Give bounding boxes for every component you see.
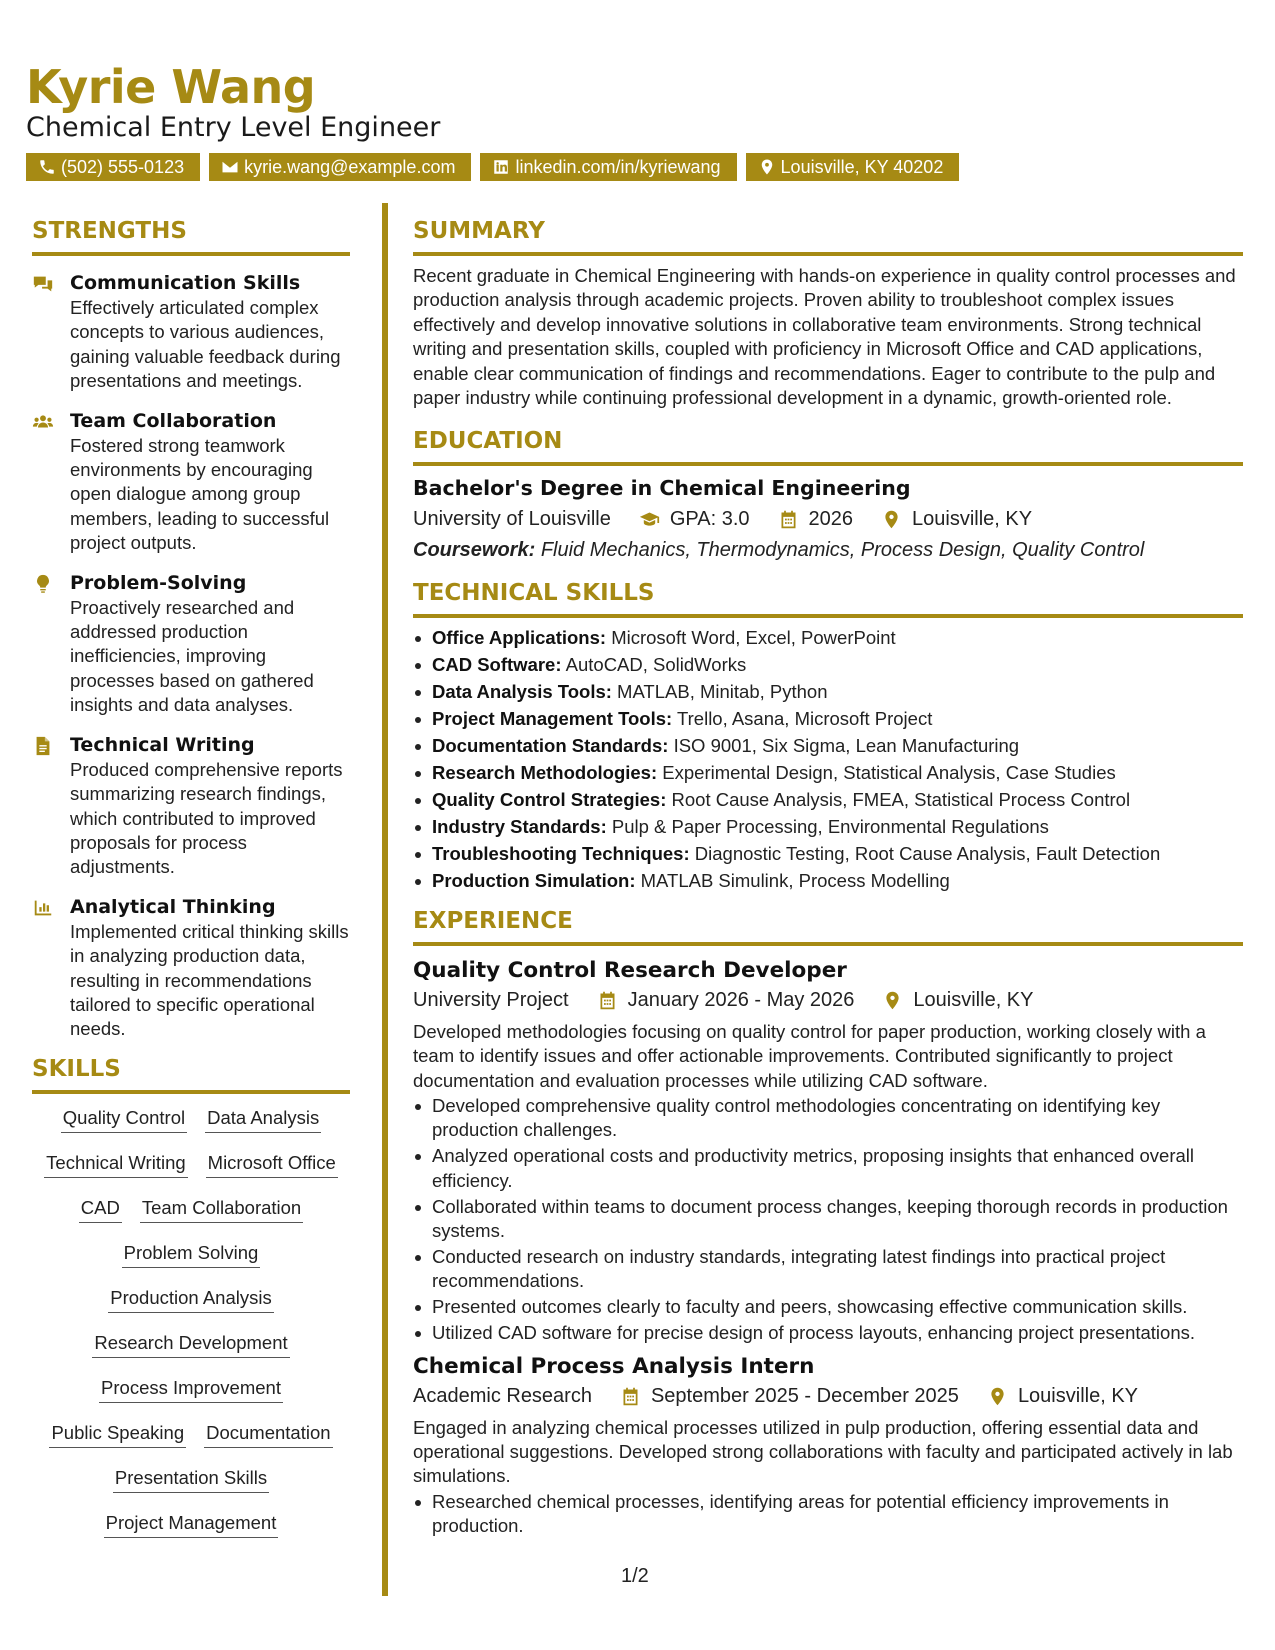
skill-tag: CAD bbox=[79, 1198, 122, 1223]
skill-label: Production Simulation: bbox=[432, 870, 636, 892]
contact-bar bbox=[26, 153, 959, 181]
list-item: Analyzed operational costs and productivity metrics, proposing insights that enhanced overall efficiency. bbox=[413, 1144, 1243, 1193]
strength-item bbox=[32, 271, 350, 394]
skill-value: Trello, Asana, Microsoft Project bbox=[677, 708, 933, 730]
contact-email[interactable] bbox=[209, 153, 471, 181]
map-pin-icon bbox=[758, 158, 776, 176]
calendar-icon bbox=[597, 990, 618, 1011]
map-pin-icon bbox=[881, 509, 902, 530]
skill-tag: Quality Control bbox=[61, 1108, 187, 1133]
list-item bbox=[413, 653, 1243, 677]
contact-linkedin-text: linkedin.com/in/kyriewang bbox=[515, 156, 721, 177]
strengths-rule bbox=[32, 252, 350, 256]
skill-label: Office Applications: bbox=[432, 627, 607, 649]
list-item: Collaborated within teams to document process changes, keeping thorough records in production systems. bbox=[413, 1195, 1243, 1244]
strength-title: Technical Writing bbox=[70, 733, 255, 756]
education-meta bbox=[413, 508, 1243, 531]
calendar-icon bbox=[620, 1386, 641, 1407]
experience-rule bbox=[413, 942, 1243, 946]
list-item: Conducted research on industry standards, integrating latest findings into practical project recommendations. bbox=[413, 1245, 1243, 1294]
list-item: Presented outcomes clearly to faculty and peers, showcasing effective communication skills. bbox=[413, 1295, 1243, 1319]
job-dates: January 2026 - May 2026 bbox=[627, 988, 855, 1011]
page-number: 1/2 bbox=[621, 1565, 649, 1587]
technical-skills-rule bbox=[413, 614, 1243, 618]
skill-value: Experimental Design, Statistical Analysis, Case Studies bbox=[662, 762, 1116, 784]
job-location: Louisville, KY bbox=[913, 988, 1034, 1011]
technical-skills-list bbox=[413, 626, 1243, 893]
chat-bubbles-icon bbox=[32, 273, 54, 295]
strength-item bbox=[32, 571, 350, 718]
map-pin-icon bbox=[882, 990, 903, 1011]
skill-label: Industry Standards: bbox=[432, 816, 607, 838]
coursework bbox=[413, 539, 1243, 562]
list-item: Developed comprehensive quality control methodologies concentrating on identifying key production challenges. bbox=[413, 1094, 1243, 1143]
list-item bbox=[413, 761, 1243, 785]
strength-desc: Produced comprehensive reports summarizing research findings, which contributed to improved proposals for process adjustments. bbox=[70, 758, 343, 878]
skill-tag: Project Management bbox=[104, 1513, 279, 1538]
school-location: Louisville, KY bbox=[912, 508, 1033, 531]
skill-value: ISO 9001, Six Sigma, Lean Manufacturing bbox=[673, 735, 1020, 757]
skill-tag: Microsoft Office bbox=[206, 1153, 338, 1178]
skills-tags bbox=[32, 1108, 350, 1538]
skill-value: MATLAB Simulink, Process Modelling bbox=[640, 870, 950, 892]
document-icon bbox=[32, 735, 54, 757]
contact-linkedin[interactable] bbox=[480, 153, 736, 181]
list-item bbox=[413, 842, 1243, 866]
column-divider bbox=[382, 203, 388, 1596]
job-org: Academic Research bbox=[413, 1384, 592, 1407]
job-title-header: Chemical Entry Level Engineer bbox=[26, 112, 441, 143]
skill-label: Quality Control Strategies: bbox=[432, 789, 667, 811]
technical-skills-heading: TECHNICAL SKILLS bbox=[413, 580, 655, 607]
list-item: Utilized CAD software for precise design of process layouts, enhancing project presentations. bbox=[413, 1321, 1243, 1345]
list-item bbox=[413, 680, 1243, 704]
skill-tag: Problem Solving bbox=[122, 1243, 261, 1268]
skill-value: Diagnostic Testing, Root Cause Analysis, Fault Detection bbox=[694, 843, 1161, 865]
experience-heading: EXPERIENCE bbox=[413, 907, 573, 934]
job-title: Quality Control Research Developer bbox=[413, 957, 847, 983]
skill-value: MATLAB, Minitab, Python bbox=[617, 681, 828, 703]
strength-desc: Implemented critical thinking skills in analyzing production data, resulting in recommendations tailored to specific operational needs. bbox=[70, 920, 349, 1040]
summary-text: Recent graduate in Chemical Engineering with hands-on experience in quality control processes and production analysis through academic projects. Proven ability to troubleshoot complex issues effectively and develop innovative solutions in collaborative team environments. Strong technical writing and presentation skills, coupled with proficiency in Microsoft Office and CAD applications, enable clear communication of findings and recommendations. Eager to contribute to the pulp and paper industry while continuing professional development in a dynamic, growth-oriented role. bbox=[413, 265, 1236, 409]
skills-section bbox=[32, 1056, 350, 1538]
candidate-name: Kyrie Wang bbox=[26, 60, 316, 114]
strength-desc: Effectively articulated complex concepts to various audiences, gaining valuable feedback during presentations and meetings. bbox=[70, 297, 341, 392]
job-entry bbox=[413, 1354, 1243, 1539]
skill-value: Root Cause Analysis, FMEA, Statistical Process Control bbox=[671, 789, 1131, 811]
skill-label: Troubleshooting Techniques: bbox=[432, 843, 690, 865]
coursework-label: Coursework: bbox=[413, 539, 536, 562]
summary-heading: SUMMARY bbox=[413, 218, 545, 244]
skill-label: Data Analysis Tools: bbox=[432, 681, 612, 703]
list-item bbox=[413, 815, 1243, 839]
map-pin-icon bbox=[987, 1386, 1008, 1407]
skill-tag: Process Improvement bbox=[99, 1378, 283, 1403]
skill-value: AutoCAD, SolidWorks bbox=[565, 654, 747, 676]
list-item bbox=[413, 707, 1243, 731]
contact-location-text: Louisville, KY 40202 bbox=[780, 156, 944, 177]
education-heading: EDUCATION bbox=[413, 428, 563, 455]
coursework-list: Fluid Mechanics, Thermodynamics, Process Design, Quality Control bbox=[540, 539, 1145, 562]
linkedin-icon bbox=[492, 158, 510, 176]
calendar-icon bbox=[778, 509, 799, 530]
skill-label: Project Management Tools: bbox=[432, 708, 673, 730]
contact-location bbox=[746, 153, 960, 181]
skill-label: Research Methodologies: bbox=[432, 762, 658, 784]
job-bullets bbox=[413, 1094, 1243, 1346]
job-meta bbox=[413, 1385, 1243, 1408]
graduation-year: 2026 bbox=[808, 508, 854, 531]
job-title: Chemical Process Analysis Intern bbox=[413, 1353, 815, 1379]
strength-title: Team Collaboration bbox=[70, 409, 277, 432]
strength-title: Analytical Thinking bbox=[70, 895, 276, 918]
contact-email-text: kyrie.wang@example.com bbox=[244, 156, 456, 177]
skill-value: Microsoft Word, Excel, PowerPoint bbox=[611, 627, 896, 649]
skill-tag: Presentation Skills bbox=[113, 1468, 269, 1493]
lightbulb-icon bbox=[32, 573, 54, 595]
graduation-cap-icon bbox=[639, 509, 660, 530]
job-dates: September 2025 - December 2025 bbox=[650, 1384, 959, 1407]
contact-phone[interactable] bbox=[26, 153, 200, 181]
strength-title: Problem-Solving bbox=[70, 571, 247, 594]
list-item bbox=[413, 626, 1243, 650]
strength-item bbox=[32, 409, 350, 556]
job-description: Engaged in analyzing chemical processes utilized in pulp production, offering essential data and operational suggestions. Developed strong collaborations with faculty and participated actively in lab simulations. bbox=[413, 1416, 1233, 1487]
gpa: GPA: 3.0 bbox=[669, 508, 750, 531]
left-column bbox=[32, 218, 350, 1538]
strength-item bbox=[32, 895, 350, 1042]
skill-tag: Public Speaking bbox=[49, 1423, 186, 1448]
list-item bbox=[413, 788, 1243, 812]
phone-icon bbox=[38, 158, 56, 176]
job-org: University Project bbox=[413, 988, 569, 1011]
skill-tag: Technical Writing bbox=[44, 1153, 188, 1178]
skills-heading: SKILLS bbox=[32, 1055, 121, 1082]
job-bullets bbox=[413, 1490, 1243, 1539]
school-name: University of Louisville bbox=[413, 508, 611, 531]
list-item bbox=[413, 869, 1243, 893]
envelope-icon bbox=[221, 158, 239, 176]
summary-rule bbox=[413, 252, 1243, 256]
strength-desc: Fostered strong teamwork environments by encouraging open dialogue among group members, leading to successful project outputs. bbox=[70, 434, 330, 554]
skill-tag: Research Development bbox=[92, 1333, 289, 1358]
skill-tag: Team Collaboration bbox=[140, 1198, 303, 1223]
education-rule bbox=[413, 462, 1243, 466]
strength-desc: Proactively researched and addressed production inefficiencies, improving processes based on gathered insights and data analyses. bbox=[70, 596, 314, 716]
skill-label: Documentation Standards: bbox=[432, 735, 669, 757]
right-column bbox=[413, 218, 1243, 1540]
list-item: Researched chemical processes, identifying areas for potential efficiency improvements in production. bbox=[413, 1490, 1243, 1539]
skill-label: CAD Software: bbox=[432, 654, 562, 676]
job-location: Louisville, KY bbox=[1017, 1384, 1138, 1407]
strengths-heading: STRENGTHS bbox=[32, 218, 187, 244]
skill-tag: Documentation bbox=[204, 1423, 332, 1448]
job-entry bbox=[413, 958, 1243, 1346]
job-description: Developed methodologies focusing on quality control for paper production, working closely with a team to identify issues and offer actionable improvements. Contributed significantly to project documentation and evaluation processes while utilizing CAD software. bbox=[413, 1020, 1206, 1091]
contact-phone-text: (502) 555-0123 bbox=[61, 156, 185, 177]
skill-tag: Data Analysis bbox=[205, 1108, 321, 1133]
skill-value: Pulp & Paper Processing, Environmental Regulations bbox=[611, 816, 1049, 838]
users-icon bbox=[32, 411, 54, 433]
strength-title: Communication Skills bbox=[70, 272, 301, 294]
list-item bbox=[413, 734, 1243, 758]
skills-rule bbox=[32, 1090, 350, 1094]
degree-title: Bachelor's Degree in Chemical Engineering bbox=[413, 476, 911, 501]
job-meta bbox=[413, 989, 1243, 1012]
strength-item bbox=[32, 733, 350, 880]
bar-chart-icon bbox=[32, 897, 54, 919]
skill-tag: Production Analysis bbox=[108, 1288, 273, 1313]
